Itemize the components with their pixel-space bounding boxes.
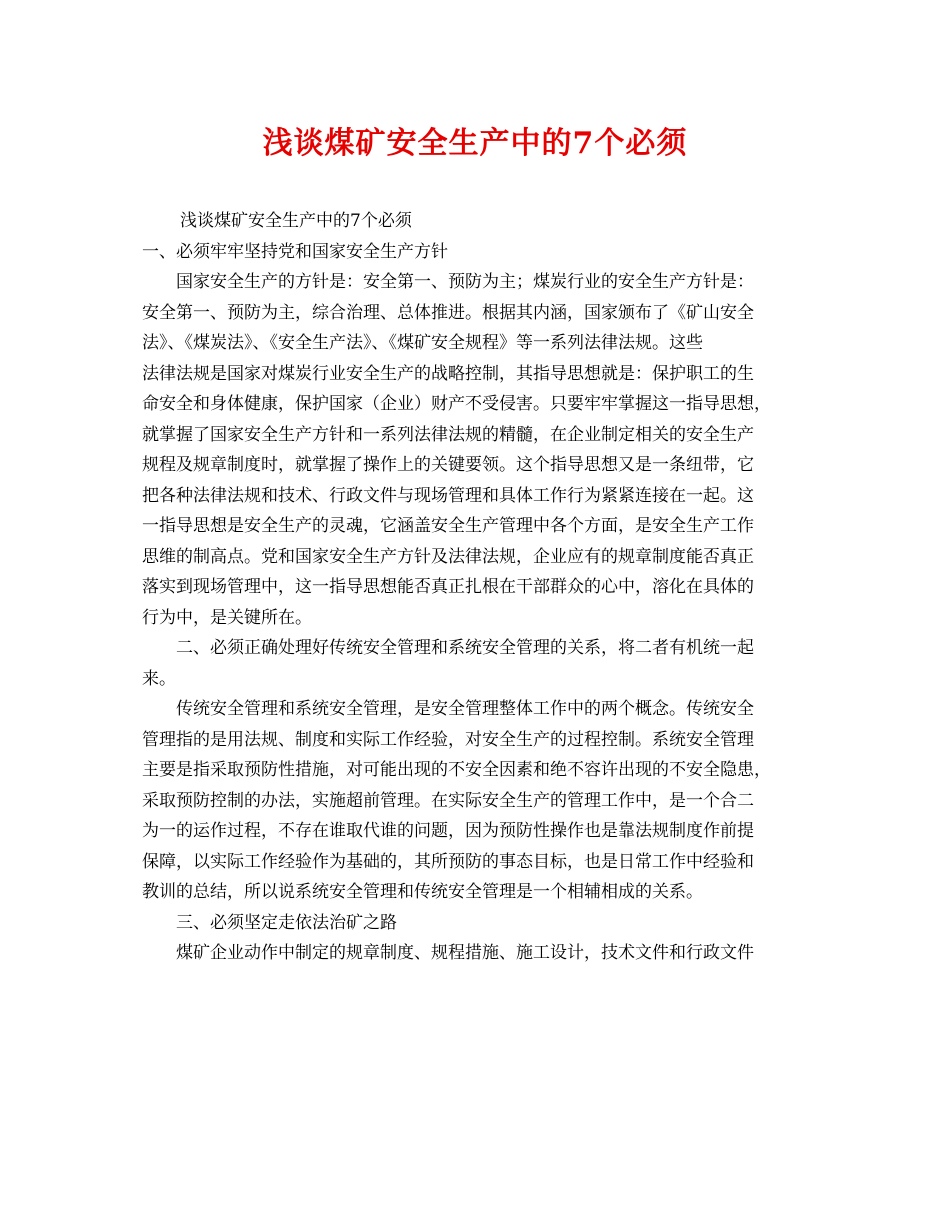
text-line: 思维的制高点。党和国家安全生产方针及法律法规，企业应有的规章制度能否真正 — [142, 546, 754, 567]
text-line: 来。 — [142, 668, 176, 689]
text-line: 保障，以实际工作经验作为基础的，其所预防的事态目标，也是日常工作中经验和 — [142, 851, 754, 872]
text-line: 一指导思想是安全生产的灵魂，它涵盖安全生产管理中各个方面，是安全生产工作 — [142, 516, 754, 536]
text-line: 行为中，是关键所在。 — [142, 607, 312, 628]
text-line: 二、必须正确处理好传统安全管理和系统安全管理的关系，将二者有机统一起 — [176, 638, 754, 658]
text-line: 法》、《煤炭法》、《安全生产法》、《煤矿安全规程》等一系列法律法规。这些 — [142, 333, 703, 353]
text-line: 就掌握了国家安全生产方针和一系列法律法规的精髓，在企业制定相关的安全生产 — [142, 424, 754, 445]
text-line: 浅谈煤矿安全生产中的7个必须 — [180, 211, 412, 231]
text-line: 命安全和身体健康，保护国家（企业）财产不受侵害。只要牢牢掌握这一指导思想， — [142, 394, 771, 414]
text-line: 法律法规是国家对煤炭行业安全生产的战略控制，其指导思想就是：保护职工的生 — [142, 363, 754, 384]
text-line: 管理指的是用法规、制度和实际工作经验，对安全生产的过程控制。系统安全管理 — [142, 729, 754, 750]
text-line: 传统安全管理和系统安全管理，是安全管理整体工作中的两个概念。传统安全 — [176, 699, 754, 719]
text-line: 采取预防控制的办法，实施超前管理。在实际安全生产的管理工作中，是一个合二 — [142, 790, 754, 811]
text-line: 国家安全生产的方针是：安全第一、预防为主；煤炭行业的安全生产方针是： — [176, 272, 754, 292]
text-line: 安全第一、预防为主，综合治理、总体推进。根据其内涵，国家颁布了《矿山安全 — [142, 302, 754, 323]
text-line: 三、必须坚定走依法治矿之路 — [176, 912, 397, 933]
text-line: 煤矿企业动作中制定的规章制度、规程措施、施工设计，技术文件和行政文件 — [176, 943, 754, 963]
text-line: 主要是指采取预防性措施，对可能出现的不安全因素和绝不容许出现的不安全隐患， — [142, 760, 771, 780]
text-line: 教训的总结，所以说系统安全管理和传统安全管理是一个相辅相成的关系。 — [142, 882, 703, 902]
text-line: 一、必须牢牢坚持党和国家安全生产方针 — [142, 241, 448, 262]
document-body — [142, 206, 812, 969]
text-line: 落实到现场管理中，这一指导思想能否真正扎根在干部群众的心中，溶化在具体的 — [142, 577, 754, 597]
text-line: 把各种法律法规和技术、行政文件与现场管理和具体工作行为紧紧连接在一起。这 — [142, 485, 754, 506]
text-line: 为一的运作过程，不存在谁取代谁的问题，因为预防性操作也是靠法规制度作前提 — [142, 821, 754, 841]
document-title: 浅谈煤矿安全生产中的7个必须 — [262, 126, 688, 161]
text-line: 规程及规章制度时，就掌握了操作上的关键要领。这个指导思想又是一条纽带，它 — [142, 455, 754, 475]
